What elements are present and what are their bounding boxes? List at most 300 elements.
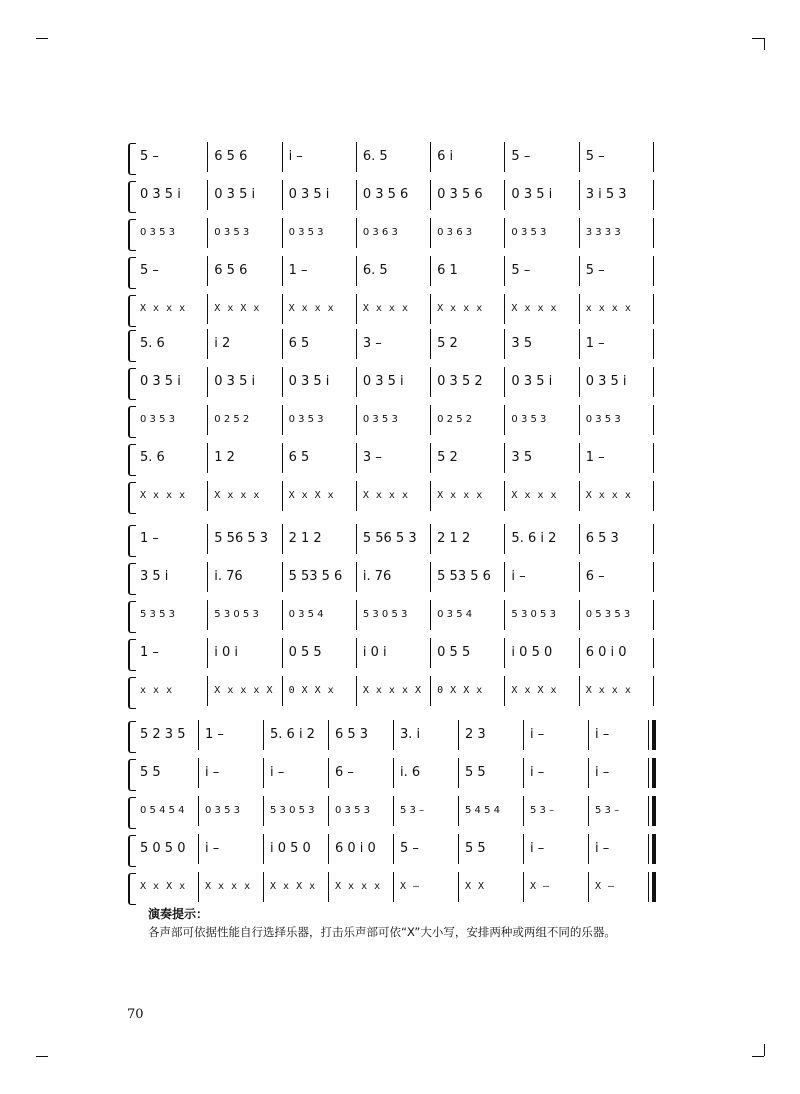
measure xyxy=(507,254,575,294)
bar-line xyxy=(282,367,283,397)
measure xyxy=(210,636,278,676)
measure xyxy=(582,327,650,367)
measure xyxy=(461,794,520,834)
bar-line xyxy=(648,796,649,826)
percussion-notation: X x X x xyxy=(511,685,558,696)
staff-row xyxy=(130,598,654,638)
numbered-notation: 3 5 xyxy=(511,450,533,465)
numbered-notation: i – xyxy=(595,727,610,742)
numbered-notation: 1 – xyxy=(140,645,159,660)
measure xyxy=(285,441,353,481)
numbered-notation: i 0 5 0 xyxy=(511,645,553,660)
page-number: 70 xyxy=(127,1007,144,1022)
numbered-notation: 3 5 i xyxy=(140,569,169,584)
measure xyxy=(433,403,501,443)
brace-bracket xyxy=(128,406,136,438)
bar-line xyxy=(356,600,357,630)
measure xyxy=(136,441,204,481)
numbered-notation: i – xyxy=(288,149,303,164)
numbered-notation: 6 5 6 xyxy=(214,149,248,164)
measure xyxy=(210,441,278,481)
numbered-notation: 5 2 xyxy=(437,450,458,465)
percussion-notation: X x x x xyxy=(205,881,251,892)
measure xyxy=(591,756,650,796)
staff-row xyxy=(130,479,654,519)
performance-notes-title: 演奏提示： xyxy=(148,907,209,921)
numbered-notation: 2 3 xyxy=(465,727,486,742)
bar-line xyxy=(198,758,199,788)
measure xyxy=(285,365,353,405)
measure xyxy=(201,756,260,796)
measure xyxy=(582,216,650,256)
percussion-notation: X x x x X xyxy=(214,685,273,696)
measure xyxy=(359,140,427,180)
numbered-notation: 0 3 5 6 xyxy=(437,187,483,202)
measure xyxy=(210,292,278,332)
measure xyxy=(136,560,204,600)
bar-line xyxy=(653,405,654,435)
numbered-notation: 0 3 5 3 xyxy=(288,414,324,425)
numbered-notation: 0 3 5 3 xyxy=(511,414,547,425)
measure xyxy=(582,441,650,481)
bar-line xyxy=(356,329,357,359)
bar-line xyxy=(653,481,654,511)
bar-line xyxy=(579,638,580,668)
bar-line xyxy=(263,758,264,788)
measure xyxy=(210,522,278,562)
bar-line xyxy=(504,218,505,248)
percussion-notation: X x X x xyxy=(270,881,316,892)
numbered-notation: 0 3 5 4 xyxy=(288,609,324,620)
bar-line xyxy=(588,796,589,826)
bar-line xyxy=(653,142,654,172)
numbered-notation: 5 – xyxy=(585,263,605,278)
measure xyxy=(461,718,520,758)
bar-line xyxy=(430,676,431,706)
percussion-notation: X x x x xyxy=(437,303,483,314)
measure xyxy=(201,870,260,910)
final-bar-line xyxy=(652,834,656,864)
brace-bracket xyxy=(128,257,136,289)
measure xyxy=(359,327,427,367)
final-bar-line xyxy=(652,758,656,788)
numbered-notation: 0 5 4 5 4 xyxy=(140,805,185,816)
numbered-notation: i. 76 xyxy=(362,569,392,584)
numbered-notation: 0 3 5 3 xyxy=(214,227,250,238)
bar-line xyxy=(282,329,283,359)
brace-bracket xyxy=(128,330,136,362)
bar-line xyxy=(430,256,431,286)
measure xyxy=(582,403,650,443)
measure xyxy=(136,216,204,256)
measure xyxy=(136,718,195,758)
measure xyxy=(285,560,353,600)
measure xyxy=(359,365,427,405)
numbered-notation: 5 2 xyxy=(437,336,458,351)
measure xyxy=(136,254,204,294)
bar-line xyxy=(393,872,394,902)
staff-row xyxy=(130,327,654,367)
bar-line xyxy=(356,562,357,592)
bar-line xyxy=(523,834,524,864)
bar-line xyxy=(504,524,505,554)
bar-line xyxy=(504,481,505,511)
bar-line xyxy=(430,180,431,210)
numbered-notation: 1 – xyxy=(585,336,605,351)
measure xyxy=(266,832,325,872)
bar-line xyxy=(504,329,505,359)
final-bar-line xyxy=(652,720,656,750)
bar-line xyxy=(356,367,357,397)
staff-row xyxy=(130,674,654,714)
staff-row xyxy=(130,870,654,910)
measure xyxy=(136,365,204,405)
brace-bracket xyxy=(128,873,136,905)
numbered-notation: 6 0 i 0 xyxy=(585,645,627,660)
numbered-notation: 5 0 5 0 xyxy=(140,841,186,856)
bar-line xyxy=(263,796,264,826)
measure xyxy=(136,292,204,332)
bar-line xyxy=(282,405,283,435)
brace-bracket xyxy=(128,563,136,595)
brace-bracket xyxy=(128,219,136,251)
bar-line xyxy=(523,758,524,788)
percussion-notation: X x x x xyxy=(140,303,186,314)
brace-bracket xyxy=(128,639,136,671)
measure xyxy=(201,794,260,834)
staff-row xyxy=(130,832,654,872)
numbered-notation: 0 3 5 3 xyxy=(288,227,324,238)
bar-line xyxy=(588,758,589,788)
measure xyxy=(507,327,575,367)
numbered-notation: 0 3 6 3 xyxy=(437,227,473,238)
bar-line xyxy=(393,834,394,864)
bar-line xyxy=(282,256,283,286)
bar-line xyxy=(430,600,431,630)
numbered-notation: 6 i xyxy=(437,149,454,164)
numbered-notation: 1 – xyxy=(205,727,224,742)
numbered-notation: i – xyxy=(511,569,526,584)
brace-bracket xyxy=(128,482,136,514)
measure xyxy=(285,140,353,180)
numbered-notation: 0 3 5 i xyxy=(288,374,330,389)
percussion-notation: X – xyxy=(400,881,420,892)
measure xyxy=(285,674,353,714)
measure xyxy=(210,479,278,519)
staff-row xyxy=(130,718,654,758)
measure xyxy=(433,254,501,294)
measure xyxy=(359,441,427,481)
crop-mark-top-right-h xyxy=(752,38,764,39)
measure xyxy=(136,522,204,562)
numbered-notation: 6 5 6 xyxy=(214,263,248,278)
bar-line xyxy=(207,638,208,668)
bar-line xyxy=(588,720,589,750)
measure xyxy=(582,598,650,638)
bar-line xyxy=(523,872,524,902)
bar-line xyxy=(430,329,431,359)
bar-line xyxy=(328,758,329,788)
numbered-notation: 5 – xyxy=(140,149,159,164)
brace-bracket xyxy=(128,368,136,400)
bar-line xyxy=(356,676,357,706)
bar-line xyxy=(207,443,208,473)
bar-line xyxy=(356,481,357,511)
bar-line xyxy=(430,218,431,248)
numbered-notation: 6 5 xyxy=(288,450,310,465)
measure xyxy=(136,794,195,834)
staff-row xyxy=(130,216,654,256)
crop-mark-top-left xyxy=(36,38,48,39)
numbered-notation: 3 – xyxy=(362,450,382,465)
numbered-notation: 3 5 xyxy=(511,336,533,351)
measure xyxy=(201,832,260,872)
bar-line xyxy=(579,676,580,706)
bar-line xyxy=(430,524,431,554)
staff-row xyxy=(130,140,654,180)
bar-line xyxy=(207,142,208,172)
numbered-notation: 1 – xyxy=(140,531,159,546)
measure xyxy=(507,292,575,332)
bar-line xyxy=(579,600,580,630)
numbered-notation: i – xyxy=(205,841,220,856)
bar-line xyxy=(430,294,431,324)
bar-line xyxy=(504,180,505,210)
numbered-notation: 2 1 2 xyxy=(437,531,471,546)
bar-line xyxy=(263,834,264,864)
measure xyxy=(396,756,455,796)
measure xyxy=(359,560,427,600)
final-bar-line xyxy=(652,872,656,902)
numbered-notation: i – xyxy=(205,765,220,780)
staff-row xyxy=(130,254,654,294)
measure xyxy=(433,327,501,367)
percussion-notation: X x x x xyxy=(437,490,483,501)
measure xyxy=(285,292,353,332)
bar-line xyxy=(579,481,580,511)
measure xyxy=(582,292,650,332)
measure xyxy=(507,636,575,676)
measure xyxy=(507,216,575,256)
bar-line xyxy=(458,796,459,826)
measure xyxy=(285,636,353,676)
measure xyxy=(461,756,520,796)
measure xyxy=(136,178,204,218)
numbered-notation: i. 6 xyxy=(400,765,421,780)
numbered-notation: 5 3 0 5 3 xyxy=(362,609,408,620)
bar-line xyxy=(504,294,505,324)
numbered-notation: 0 3 6 3 xyxy=(362,227,398,238)
numbered-notation: i – xyxy=(595,765,610,780)
numbered-notation: i – xyxy=(530,841,545,856)
bar-line xyxy=(207,524,208,554)
bar-line xyxy=(588,872,589,902)
bar-line xyxy=(648,834,649,864)
numbered-notation: 0 3 5 i xyxy=(214,374,256,389)
measure xyxy=(582,254,650,294)
numbered-notation: i 0 i xyxy=(214,645,239,660)
numbered-notation: 3 i 5 3 xyxy=(585,187,627,202)
bar-line xyxy=(356,218,357,248)
crop-mark-bottom-right-v xyxy=(764,1044,765,1056)
bar-line xyxy=(356,638,357,668)
measure xyxy=(507,140,575,180)
numbered-notation: 0 3 5 2 xyxy=(437,374,483,389)
measure xyxy=(210,140,278,180)
bar-line xyxy=(430,367,431,397)
bar-line xyxy=(579,367,580,397)
numbered-notation: 5 – xyxy=(400,841,419,856)
measure xyxy=(210,403,278,443)
numbered-notation: 0 3 5 6 xyxy=(362,187,409,202)
bar-line xyxy=(579,524,580,554)
bar-line xyxy=(207,294,208,324)
percussion-notation: x x x x xyxy=(585,303,632,314)
numbered-notation: 1 – xyxy=(288,263,308,278)
bar-line xyxy=(579,294,580,324)
brace-bracket xyxy=(128,797,136,829)
measure xyxy=(136,327,204,367)
numbered-notation: 5 3 0 5 3 xyxy=(270,805,315,816)
measure xyxy=(591,870,650,910)
crop-mark-top-right-v xyxy=(764,38,765,50)
bar-line xyxy=(328,872,329,902)
numbered-notation: 0 3 5 3 xyxy=(335,805,370,816)
numbered-notation: 2 1 2 xyxy=(288,531,322,546)
measure xyxy=(136,832,195,872)
measure xyxy=(396,870,455,910)
numbered-notation: 0 3 5 3 xyxy=(511,227,547,238)
bar-line xyxy=(207,600,208,630)
percussion-notation: X x x x xyxy=(511,490,558,501)
bar-line xyxy=(356,180,357,210)
measure xyxy=(359,292,427,332)
measure xyxy=(359,522,427,562)
measure xyxy=(433,441,501,481)
numbered-notation: 6 5 3 xyxy=(335,727,369,742)
bar-line xyxy=(504,256,505,286)
measure xyxy=(136,870,195,910)
bar-line xyxy=(207,405,208,435)
bar-line xyxy=(393,796,394,826)
measure xyxy=(396,832,455,872)
measure xyxy=(331,832,390,872)
bar-line xyxy=(458,872,459,902)
numbered-notation: 6 5 xyxy=(288,336,310,351)
staff-row xyxy=(130,365,654,405)
numbered-notation: 0 3 5 i xyxy=(288,187,330,202)
numbered-notation: 5 2 3 5 xyxy=(140,727,186,742)
bar-line xyxy=(207,256,208,286)
brace-bracket xyxy=(128,444,136,476)
measure xyxy=(433,479,501,519)
numbered-notation: i 0 5 0 xyxy=(270,841,311,856)
bar-line xyxy=(504,142,505,172)
bar-line xyxy=(328,834,329,864)
measure xyxy=(507,403,575,443)
measure xyxy=(507,522,575,562)
numbered-notation: 0 3 5 i xyxy=(511,187,553,202)
bar-line xyxy=(523,720,524,750)
measure xyxy=(433,365,501,405)
measure xyxy=(285,178,353,218)
bar-line xyxy=(282,638,283,668)
measure xyxy=(582,560,650,600)
measure xyxy=(285,403,353,443)
numbered-notation: i – xyxy=(270,765,285,780)
numbered-notation: 5 3 0 5 3 xyxy=(214,609,259,620)
measure xyxy=(507,479,575,519)
measure xyxy=(433,292,501,332)
bar-line xyxy=(579,142,580,172)
measure xyxy=(331,756,390,796)
brace-bracket xyxy=(128,143,136,175)
bar-line xyxy=(504,676,505,706)
numbered-notation: 6 – xyxy=(585,569,605,584)
brace-bracket xyxy=(128,835,136,867)
numbered-notation: 0 5 5 xyxy=(288,645,322,660)
bar-line xyxy=(653,562,654,592)
bar-line xyxy=(207,481,208,511)
bar-line xyxy=(282,481,283,511)
brace-bracket xyxy=(128,295,136,327)
bar-line xyxy=(356,405,357,435)
bar-line xyxy=(282,676,283,706)
measure xyxy=(201,718,260,758)
measure xyxy=(582,522,650,562)
bar-line xyxy=(653,443,654,473)
measure xyxy=(136,403,204,443)
percussion-notation: X x x x xyxy=(362,303,409,314)
numbered-notation: 6 5 3 xyxy=(585,531,619,546)
measure xyxy=(210,216,278,256)
crop-mark-bottom-left xyxy=(36,1056,48,1057)
bar-line xyxy=(198,720,199,750)
percussion-notation: X x x x X xyxy=(362,685,422,696)
measure xyxy=(210,178,278,218)
measure xyxy=(331,718,390,758)
staff-row xyxy=(130,756,654,796)
measure xyxy=(210,560,278,600)
numbered-notation: i 0 i xyxy=(362,645,387,660)
measure xyxy=(582,636,650,676)
measure xyxy=(266,756,325,796)
numbered-notation: 5 56 5 3 xyxy=(362,531,417,546)
measure xyxy=(359,216,427,256)
numbered-notation: i 2 xyxy=(214,336,231,351)
bar-line xyxy=(356,142,357,172)
measure xyxy=(526,832,585,872)
bar-line xyxy=(207,329,208,359)
percussion-notation: 0 X X x xyxy=(437,685,483,696)
bar-line xyxy=(430,142,431,172)
percussion-notation: X x x x xyxy=(288,303,335,314)
numbered-notation: 6 0 i 0 xyxy=(335,841,376,856)
bar-line xyxy=(579,180,580,210)
numbered-notation: 5 3 – xyxy=(595,805,620,816)
measure xyxy=(433,674,501,714)
percussion-notation: X x x x xyxy=(585,490,632,501)
staff-row xyxy=(130,560,654,600)
bar-line xyxy=(579,218,580,248)
bar-line xyxy=(504,443,505,473)
bar-line xyxy=(207,367,208,397)
measure xyxy=(136,636,204,676)
brace-bracket xyxy=(128,721,136,753)
measure xyxy=(285,216,353,256)
numbered-notation: 5 56 5 3 xyxy=(214,531,269,546)
percussion-notation: X x x x xyxy=(511,303,558,314)
